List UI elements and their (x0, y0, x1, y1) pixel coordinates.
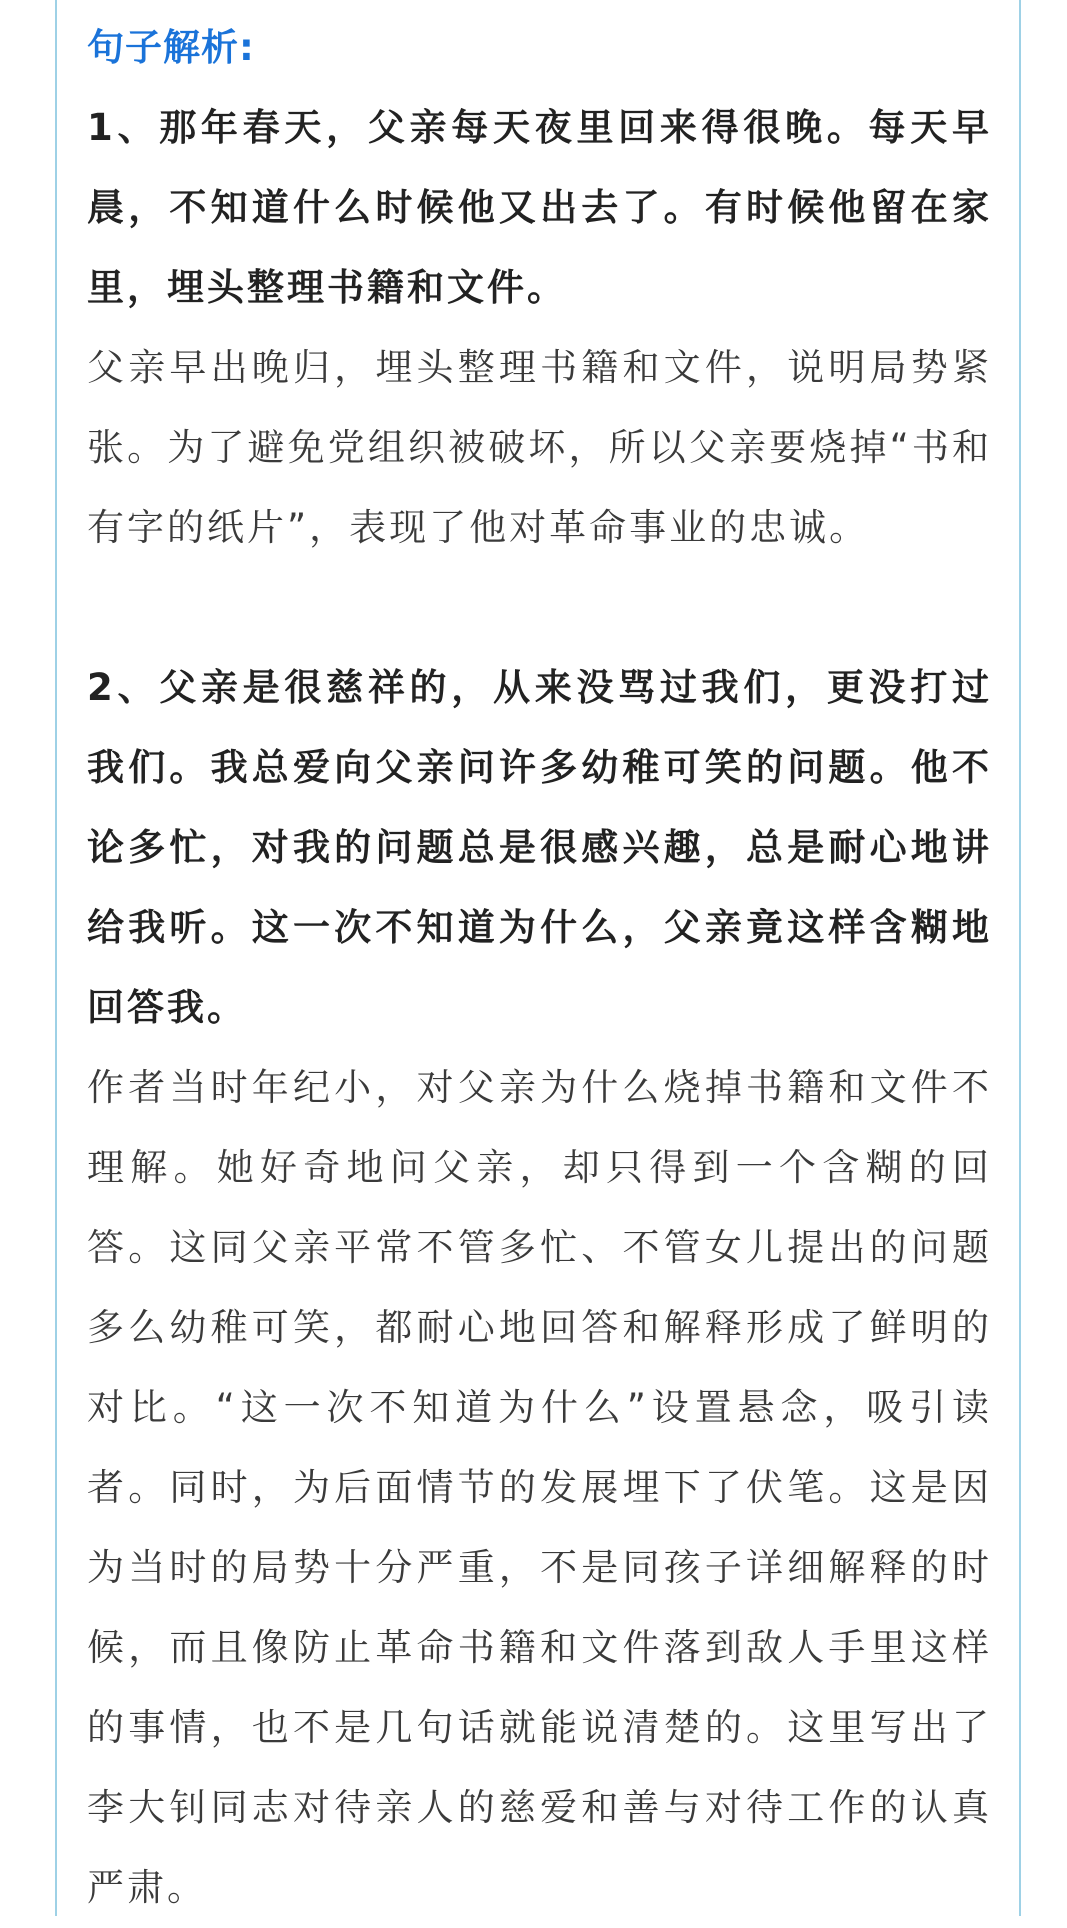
article-card (55, 0, 1021, 1916)
sentence-quote-1: 1、那年春天，父亲每天夜里回来得很晚。每天早晨，不知道什么时候他又出去了。有时候他留在家里，埋头整理书籍和文件。 (87, 106, 992, 309)
sentence-quote-2: 2、父亲是很慈祥的，从来没骂过我们，更没打过我们。我总爱向父亲问许多幼稚可笑的问题。他不论多忙，对我的问题总是很感兴趣，总是耐心地讲给我听。这一次不知道为什么，父亲竟这样含糊地回答我。 (87, 666, 992, 1029)
sentence-block-2 (87, 648, 992, 1928)
article-content (87, 26, 992, 1928)
sentence-analysis-1: 父亲早出晚归，埋头整理书籍和文件，说明局势紧张。为了避免党组织被破坏，所以父亲要烧掉“书和有字的纸片”，表现了他对革命事业的忠诚。 (87, 346, 992, 549)
section-title: 句子解析: (87, 26, 255, 69)
sentence-block-1 (87, 88, 992, 568)
paragraph-spacer (87, 568, 992, 648)
sentence-analysis-2: 作者当时年纪小，对父亲为什么烧掉书籍和文件不理解。她好奇地问父亲，却只得到一个含糊的回答。这同父亲平常不管多忙、不管女儿提出的问题多么幼稚可笑，都耐心地回答和解释形成了鲜明的对比。“这一次不知道为什么”设置悬念，吸引读者。同时，为后面情节的发展埋下了伏笔。这是因为当时的局势十分严重，不是同孩子详细解释的时候，而且像防止革命书籍和文件落到敌人手里这样的事情，也不是几句话就能说清楚的。这里写出了李大钊同志对待亲人的慈爱和善与对待工作的认真严肃。 (87, 1066, 992, 1909)
